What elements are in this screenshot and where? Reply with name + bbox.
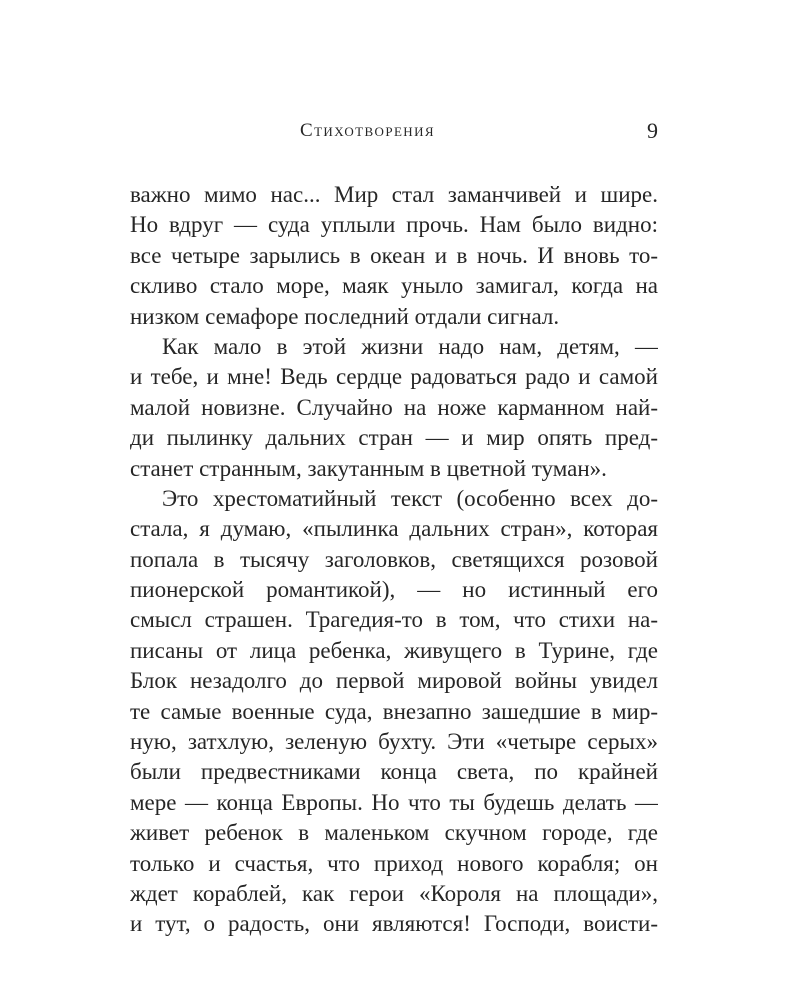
text-line: смысл страшен. Трагедия-то в том, что стихи на-: [130, 607, 658, 633]
text-line: Блок незадолго до первой мировой войны увидел: [130, 668, 658, 694]
paragraph-first-line: Это хрестоматийный текст (особенно всех до-: [162, 485, 658, 511]
text-line: скливо стало море, маяк уныло замигал, когда на: [130, 273, 658, 299]
text-line: все четыре зарылись в океан и в ночь. И вновь то-: [130, 242, 658, 268]
text-line: важно мимо нас... Мир стал заманчивей и шире.: [130, 182, 658, 207]
running-header: [130, 116, 658, 146]
text-line: те самые военные суда, внезапно зашедшие в мир-: [130, 698, 658, 724]
running-title: Стихотворения: [300, 120, 435, 141]
text-line: только и счастья, что приход нового корабля; он: [130, 850, 658, 876]
text-line: малой новизне. Случайно на ноже карманном най-: [130, 394, 658, 420]
body-text: [130, 180, 658, 940]
page-number: 9: [647, 118, 658, 143]
text-line: пионерской романтикой), — но истинный его: [130, 577, 658, 603]
text-line: ную, затхлую, зеленую бухту. Эти «четыре серых»: [130, 729, 658, 755]
text-line: были предвестниками конца света, по крайней: [130, 759, 658, 785]
text-line: стала, я думаю, «пылинка дальних стран», которая: [130, 516, 658, 542]
text-line: и тут, о радость, они являются! Господи, воисти-: [130, 911, 658, 937]
text-line: и тебе, и мне! Ведь сердце радоваться радо и самой: [130, 364, 658, 390]
text-line: мере — конца Европы. Но что ты будешь делать —: [130, 789, 658, 815]
text-line: низком семафоре последний отдали сигнал.: [130, 303, 560, 329]
text-line: писаны от лица ребенка, живущего в Турине, где: [130, 637, 658, 663]
text-line: попала в тысячу заголовков, светящихся розовой: [130, 546, 658, 572]
text-line: станет странным, закутанным в цветной туман».: [130, 455, 607, 481]
text-line: Но вдруг — суда уплыли прочь. Нам было видно:: [130, 212, 658, 238]
text-line: ди пылинку дальних стран — и мир опять пред-: [130, 425, 658, 451]
text-line: ждет кораблей, как герои «Короля на площади»,: [130, 880, 658, 906]
paragraph-first-line: Как мало в этой жизни надо нам, детям, —: [162, 333, 658, 359]
text-line: живет ребенок в маленьком скучном городе, где: [130, 820, 658, 846]
